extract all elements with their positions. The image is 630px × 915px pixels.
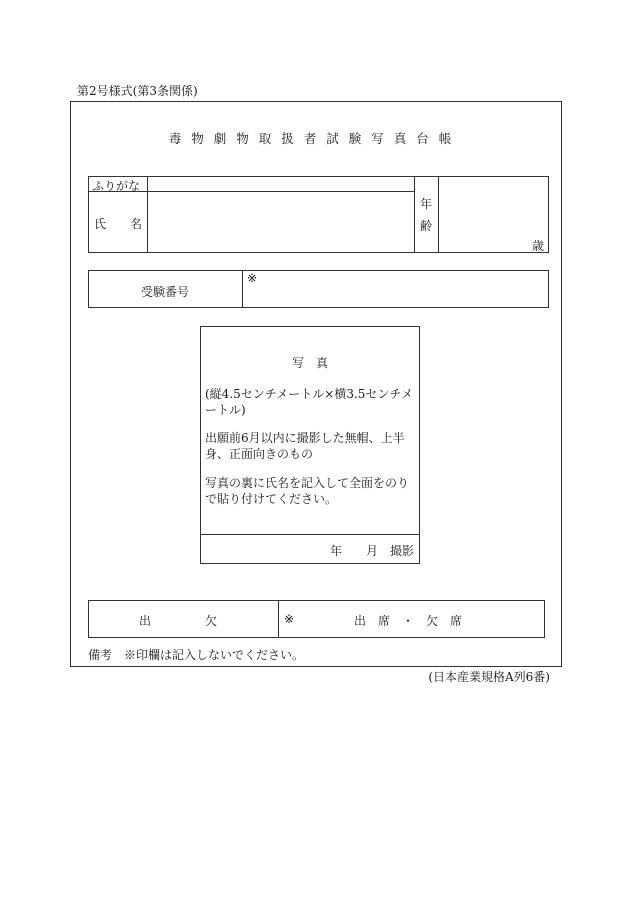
- photo-size-note: (縦4.5センチメートル×横3.5センチメートル): [205, 387, 413, 417]
- remarks: 備考 ※印欄は記入しないでください。: [88, 648, 305, 662]
- name-field[interactable]: [148, 192, 413, 252]
- exam-number-field[interactable]: [243, 271, 548, 307]
- photo-instruction-note: 写真の裏に氏名を記入して全面をのりで貼り付けてください。: [205, 476, 410, 506]
- attendance-options: 出 席 ・ 欠 席: [354, 614, 463, 628]
- exam-number-label: 受験番号: [140, 285, 189, 299]
- age-label-bottom: 齢: [420, 219, 433, 233]
- furigana-label: ふりがな: [92, 179, 141, 193]
- age-label-top: 年: [420, 197, 433, 211]
- attendance-label: 出 欠: [138, 614, 227, 628]
- attendance-mark: ※: [284, 612, 295, 626]
- furigana-field[interactable]: [148, 177, 413, 190]
- form-title: 毒物劇物取扱者試験写真台帳: [168, 131, 462, 146]
- photo-date-label: 年 月 撮影: [330, 544, 415, 558]
- photo-condition-note: 出願前6月以内に撮影した無帽、上半身、正面向きのもの: [205, 431, 405, 461]
- form-number: 第2号様式(第3条関係): [77, 84, 198, 98]
- photo-title: 写 真: [291, 356, 328, 370]
- exam-number-mark: ※: [247, 271, 258, 285]
- paper-size-note: (日本産業規格A列6番): [428, 670, 550, 684]
- age-unit: 歳: [532, 239, 545, 253]
- name-label: 氏 名: [94, 217, 143, 231]
